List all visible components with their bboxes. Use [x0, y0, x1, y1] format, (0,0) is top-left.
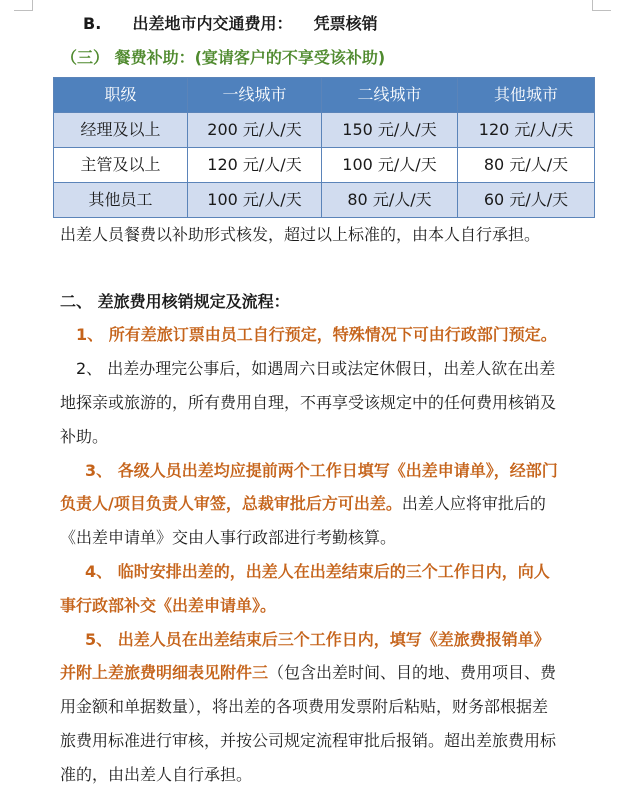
table-row	[54, 113, 595, 148]
rule-4-line-2: 事行政部补交《出差申请单》。	[60, 596, 277, 615]
header-rank: 职级	[54, 78, 188, 113]
rule-2-line-1: 2、 出差办理完公事后，如遇周六日或法定休假日，出差人欲在出差	[76, 359, 556, 378]
rule-3-submit-text: 出差人应将审批后的	[401, 494, 546, 513]
table-cell: 150 元/人/天	[322, 113, 458, 148]
table-cell: 100 元/人/天	[188, 183, 322, 218]
rule-5-attachment-text: 并附上差旅费明细表见附件三	[60, 663, 269, 682]
meal-section-title: （三） 餐费补助：(宴请客户的不享受该补助)	[61, 48, 386, 67]
table-cell: 120 元/人/天	[188, 148, 322, 183]
rule-5-line-5: 准的，由出差人自行承担。	[60, 765, 253, 784]
section-two-title: 二、 差旅费用核销规定及流程：	[60, 292, 290, 311]
rule-2-line-3: 补助。	[60, 427, 109, 446]
page-corner-mark-right	[592, 0, 611, 11]
table-cell: 其他员工	[54, 183, 188, 218]
table-cell: 80 元/人/天	[322, 183, 458, 218]
table-cell: 80 元/人/天	[458, 148, 595, 183]
header-other: 其他城市	[458, 78, 595, 113]
header-tier2: 二线城市	[322, 78, 458, 113]
table-cell: 120 元/人/天	[458, 113, 595, 148]
table-cell: 经理及以上	[54, 113, 188, 148]
meal-allowance-table	[53, 77, 595, 218]
rule-5-contents-text: （包含出差时间、目的地、费用项目、费	[268, 663, 557, 682]
rule-3-line-1: 3、 各级人员出差均应提前两个工作日填写《出差申请单》，经部门	[85, 461, 558, 480]
rule-1: 1、 所有差旅订票由员工自行预定，特殊情况下可由行政部门预定。	[76, 325, 557, 344]
rule-5-line-4: 旅费用标准进行审核，并按公司规定流程审批后报销。超出差旅费用标	[60, 731, 557, 750]
rule-3-approval-text: 负责人/项目负责人审签，总裁审批后方可出差。	[60, 494, 402, 513]
table-cell: 200 元/人/天	[188, 113, 322, 148]
table-row	[54, 148, 595, 183]
rule-5-line-3: 用金额和单据数量），将出差的各项费用发票附后粘贴，财务部根据差	[60, 697, 549, 716]
table-header-row	[54, 78, 595, 113]
rule-2-line-2: 地探亲或旅游的，所有费用自理，不再享受该规定中的任何费用核销及	[60, 393, 557, 412]
table-cell: 100 元/人/天	[322, 148, 458, 183]
rule-3-line-3: 《出差申请单》交由人事行政部进行考勤核算。	[60, 528, 397, 547]
transport-heading	[83, 14, 378, 34]
header-tier1: 一线城市	[188, 78, 322, 113]
rule-5-line-2	[60, 663, 556, 683]
rule-5-line-1: 5、 出差人员在出差结束后三个工作日内，填写《差旅费报销单》	[85, 630, 550, 649]
transport-label: 出差地市内交通费用：	[132, 14, 293, 33]
rule-3-line-2	[60, 494, 546, 514]
meal-note: 出差人员餐费以补助形式核发，超过以上标准的，由本人自行承担。	[60, 225, 541, 244]
table-cell: 60 元/人/天	[458, 183, 595, 218]
table-row	[54, 183, 595, 218]
transport-value: 凭票核销	[313, 14, 378, 33]
page-corner-mark-left	[14, 0, 33, 11]
rule-4-line-1: 4、 临时安排出差的，出差人在出差结束后的三个工作日内，向人	[85, 562, 550, 581]
transport-marker: B.	[83, 14, 102, 33]
table-cell: 主管及以上	[54, 148, 188, 183]
